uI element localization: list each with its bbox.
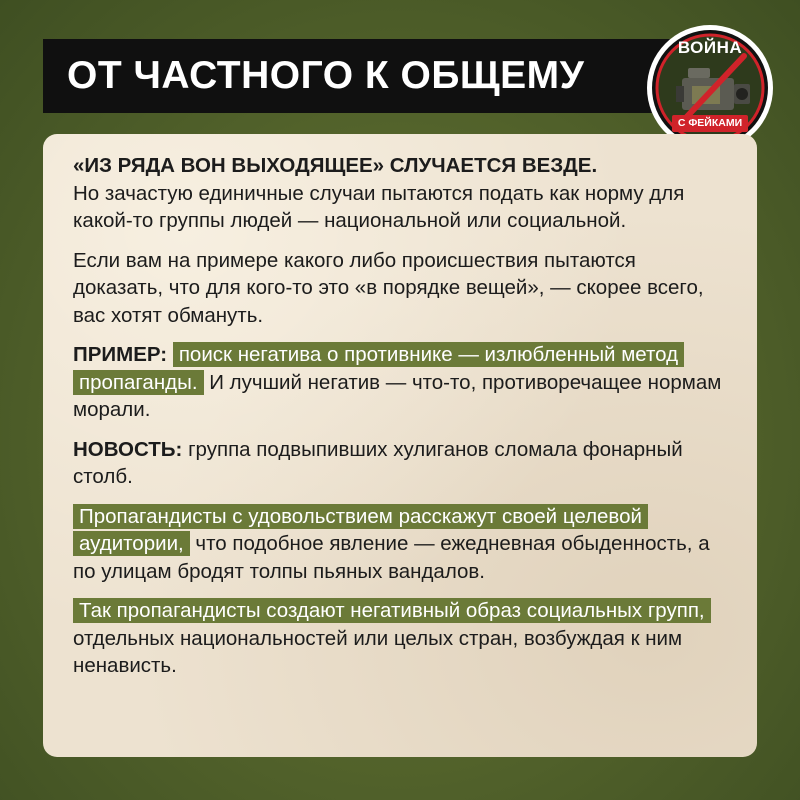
propaganda-highlight: Пропагандисты с удовольствием расскажут своей целевой аудитории, [73, 504, 648, 557]
paragraph-news [73, 436, 731, 491]
intro-lead: «ИЗ РЯДА ВОН ВЫХОДЯЩЕЕ» СЛУЧАЕТСЯ ВЕЗДЕ. [73, 154, 598, 177]
news-label: НОВОСТЬ: [73, 437, 183, 461]
logo-bottom-badge: С ФЕЙКАМИ [672, 115, 748, 132]
example-highlight: поиск негатива о противнике — излюбленный метод пропаганды. [73, 342, 684, 395]
news-text: группа подвыпивших хулиганов сломала фонарный столб. [73, 437, 683, 488]
example-label: ПРИМЕР: [73, 343, 168, 366]
header-banner [43, 39, 703, 113]
example-text: И лучший негатив — что-то, противоречащее нормам морали. [73, 370, 722, 421]
paragraph-warning [73, 247, 731, 330]
paragraph-propaganda [73, 503, 731, 586]
propaganda-text: что подобное явление — ежедневная обыденность, а по улицам бродят толпы пьяных вандалов. [73, 532, 710, 583]
logo-top-text: ВОЙНА [677, 38, 743, 57]
paragraph-example [73, 341, 731, 424]
paragraph-conclusion [73, 597, 731, 680]
paragraph-intro [73, 152, 731, 235]
page-title: ОТ ЧАСТНОГО К ОБЩЕМУ [67, 54, 585, 97]
intro-text: Но зачастую единичные случаи пытаются подать как норму для какой-то группы людей — национальной или социальной. [73, 181, 685, 232]
conclusion-highlight: Так пропагандисты создают негативный образ социальных групп, [73, 598, 711, 623]
warning-text: Если вам на примере какого либо происшествия пытаются доказать, что для кого-то это «в порядке вещей», — скорее всего, вас хотят обмануть. [73, 248, 704, 327]
content-card [43, 134, 757, 757]
conclusion-text: отдельных национальностей или целых стран, возбуждая к ним ненависть. [73, 626, 683, 677]
